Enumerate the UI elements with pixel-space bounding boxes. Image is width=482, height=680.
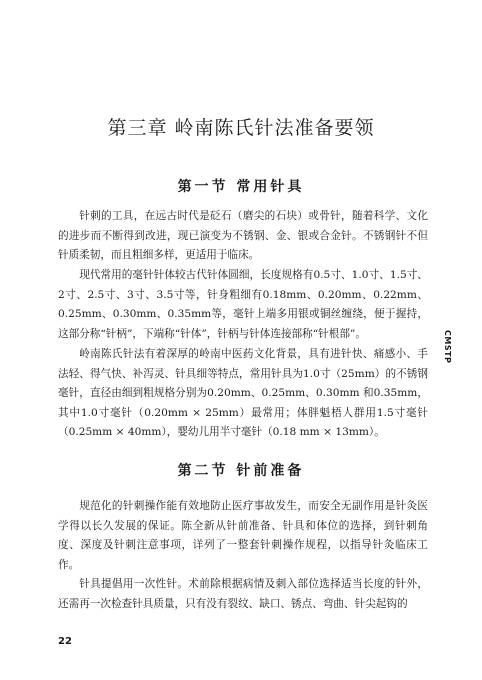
paragraph: 规范化的针刺操作能有效地防止医疗事故发生，而安全无副作用是针灸医学得以长久发展的保证。陈全新从针前准备、针具和体位的选择，到针刺角度、深度及针刺注意事项，详列了一整套针刺操作规程，以指导针灸临床工作。 [58,500,428,571]
paragraph: 岭南陈氏针法有着深厚的岭南中医药文化背景，具有进针快、痛感小、手法轻、得气快、补泻灵、针具细等特点，常用针具为1.0寸（25mm）的不锈钢毫针，直径由细到粗规格分别为0.20mm、0.25mm、0.30mm 和0.35mm，其中1.0寸毫针（0.20mm × 25mm）最常用；体胖魁梧人群用1.5寸毫针（0.25mm × 40mm），婴幼儿用半寸毫针（0.18 mm × 13mm）。 [58,348,428,439]
paragraph: 针具提倡用一次性针。术前除根据病情及刺入部位选择适当长度的针外，还需再一次检查针具质量，只有没有裂纹、缺口、锈点、弯曲、针尖起钩的 [58,578,428,610]
section-title-1: 第一节 常用针具 [177,179,305,195]
paragraph: 现代常用的毫针针体较古代针体圆细，长度规格有0.5寸、1.0寸、1.5寸、2寸、2.5寸、3寸、3.5寸等，针身粗细有0.18mm、0.20mm、0.22mm、0.25mm、0.30mm、0.35mm等，毫针上端多用银或铜丝缠绕，便于握持，这部分称“针柄”，下端称“针体”，针柄与针体连接部称“针根部”。 [58,269,428,340]
page-number: 22 [58,636,72,647]
paragraph: 针刺的工具，在远古时代是砭石（磨尖的石块）或骨针，随着科学、文化的进步而不断得到改进，现已演变为不锈钢、金、银或合金针。不锈钢针不但针质柔韧，而且粗细多样，更适用于临床。 [58,210,428,262]
chapter-title: 第三章 岭南陈氏针法准备要领 [107,116,375,139]
side-label: CMSTP [443,330,452,364]
section-title-2: 第二节 针前准备 [177,463,305,479]
